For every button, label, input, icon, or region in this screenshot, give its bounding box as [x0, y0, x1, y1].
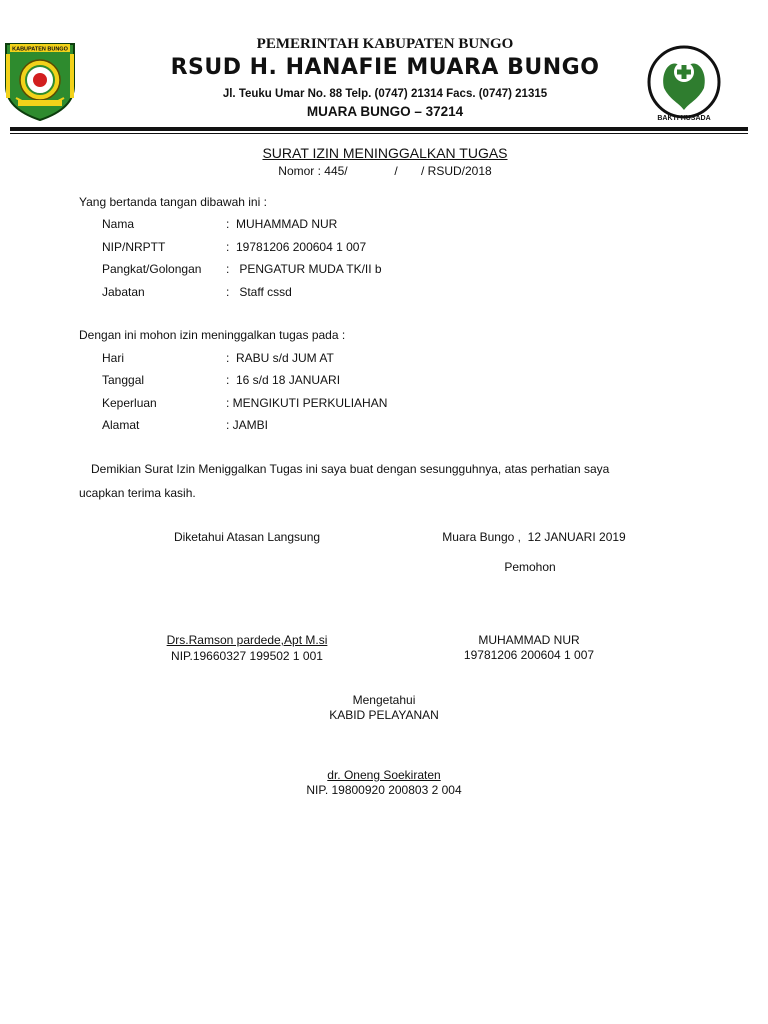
- document-title: SURAT IZIN MENINGGALKAN TUGAS: [262, 145, 508, 161]
- field-label-address: Alamat: [102, 418, 140, 432]
- field-label-day: Hari: [102, 351, 125, 365]
- hospital-address: Jl. Teuku Umar No. 88 Telp. (0747) 21314 Facs. (0747) 21315: [222, 88, 548, 100]
- header-divider-thin: [10, 133, 748, 134]
- closing-line-1: Demikian Surat Izin Meniggalkan Tugas ini saya buat dengan sesungguhnya, atas perhatian saya: [91, 462, 610, 476]
- request-intro-text: Dengan ini mohon izin meninggalkan tugas pada :: [79, 328, 346, 342]
- document-number: Nomor : 445/ / / RSUD/2018: [278, 164, 492, 178]
- ack-name: dr. Oneng Soekiraten: [327, 768, 441, 782]
- bakti-husada-logo: [646, 40, 722, 126]
- field-value-nip: : 19781206 200604 1 007: [226, 240, 367, 254]
- government-name: PEMERINTAH KABUPATEN BUNGO: [256, 36, 514, 52]
- kabupaten-bungo-logo: [2, 40, 78, 122]
- field-label-nip: NIP/NRPTT: [102, 240, 166, 254]
- supervisor-nip: NIP.19660327 199502 1 001: [171, 649, 323, 663]
- ack-caption: Mengetahui: [352, 693, 416, 707]
- field-value-address: : JAMBI: [226, 418, 269, 432]
- field-label-purpose: Keperluan: [102, 396, 157, 410]
- field-value-name: : MUHAMMAD NUR: [226, 217, 338, 231]
- logo-left-text: KABUPATEN BUNGO: [12, 46, 68, 53]
- supervisor-caption: Diketahui Atasan Langsung: [173, 530, 321, 544]
- field-value-position: : Staff cssd: [226, 285, 292, 299]
- ack-position: KABID PELAYANAN: [329, 708, 439, 722]
- field-value-day: : RABU s/d JUM AT: [226, 351, 334, 365]
- field-label-rank: Pangkat/Golongan: [102, 262, 202, 276]
- header-divider-thick: [10, 127, 748, 131]
- field-value-rank: : PENGATUR MUDA TK/II b: [226, 262, 382, 276]
- place-date: Muara Bungo , 12 JANUARI 2019: [442, 530, 626, 544]
- applicant-caption: Pemohon: [504, 560, 556, 574]
- intro-text: Yang bertanda tangan dibawah ini :: [79, 195, 267, 209]
- applicant-name: MUHAMMAD NUR: [478, 633, 580, 647]
- applicant-nip: 19781206 200604 1 007: [463, 648, 595, 662]
- field-label-position: Jabatan: [102, 285, 145, 299]
- field-value-purpose: : MENGIKUTI PERKULIAHAN: [226, 396, 388, 410]
- logo-right-text: BAKTI HUSADA: [657, 115, 711, 122]
- hospital-city: MUARA BUNGO – 37214: [306, 104, 464, 119]
- field-label-date: Tanggal: [102, 373, 145, 387]
- supervisor-name: Drs.Ramson pardede,Apt M.si: [166, 633, 328, 647]
- hospital-name: RSUD H. HANAFIE MUARA BUNGO: [170, 55, 600, 80]
- field-value-date: : 16 s/d 18 JANUARI: [226, 373, 341, 387]
- field-label-name: Nama: [102, 217, 135, 231]
- closing-line-2: ucapkan terima kasih.: [79, 486, 196, 500]
- ack-nip: NIP. 19800920 200803 2 004: [306, 783, 462, 797]
